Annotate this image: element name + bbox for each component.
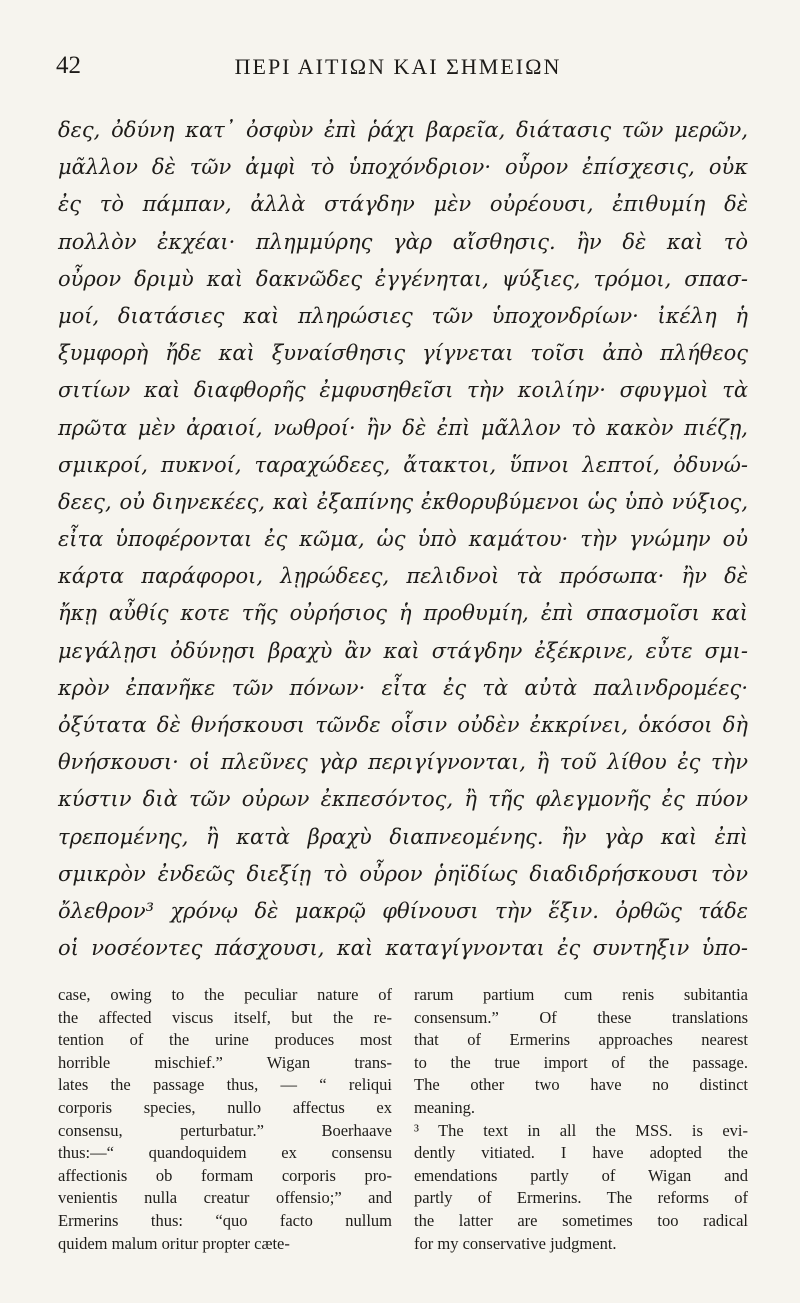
greek-text-block — [58, 112, 748, 967]
greek-text-line: ἤκῃ αὖθίς κοτε τῆς οὐρήσιος ἡ προθυμίη, ἐπὶ σπασμοῖσι καὶ — [58, 601, 748, 626]
page-header — [56, 52, 740, 88]
greek-text-line: σμικρὸν ἐνδεῶς διεξίῃ τὸ οὖρον ῥηϊδίως διαδιδρήσκουσι τὸν — [58, 861, 748, 886]
footnote-line: rarum partium cum renis subitantia — [414, 985, 748, 1004]
footnote-line: The other two have no distinct — [414, 1075, 748, 1095]
footnote-line: consensu, perturbatur.” Boerhaave — [58, 1120, 392, 1140]
footnote-line: thus:—“ quandoquidem ex consensu — [58, 1143, 392, 1163]
footnote-column-left — [58, 984, 392, 1255]
greek-text-line: οἱ νοσέοντες πάσχουσι, καὶ καταγίγνονται ἐς συντηξιν ὑπο- — [58, 936, 748, 961]
footnote-line: to the true import of the passage. — [414, 1052, 748, 1072]
running-head: ΠΕΡΙ ΑΙΤΙΩΝ ΚΑΙ ΣΗΜΕΙΩΝ — [234, 54, 562, 79]
greek-text-line: μᾶλλον δὲ τῶν ἀμφὶ τὸ ὑποχόνδριον· οὖρον ἐπίσχεσις, οὐκ — [58, 155, 748, 180]
greek-text-line: οὖρον δριμὺ καὶ δακνῶδες ἐγγένηται, ψύξιες, τρόμοι, σπασ- — [58, 266, 748, 291]
footnote-line: horrible mischief.” Wigan trans- — [58, 1052, 392, 1072]
footnote-line: that of Ermerins approaches nearest — [414, 1030, 748, 1050]
greek-text-line: θνήσκουσι· οἱ πλεῦνες γὰρ περιγίγνονται, ἢ τοῦ λίθου ἐς τὴν — [58, 750, 748, 775]
greek-text-line: μεγάλῃσι ὀδύνῃσι βραχὺ ἂν καὶ στάγδην ἐξέκρινε, εὖτε σμι- — [58, 638, 748, 663]
footnote-line: meaning. — [414, 1097, 475, 1117]
footnote-line: corporis species, nullo affectus ex — [58, 1097, 392, 1117]
footnote-line: case, owing to the peculiar nature of — [58, 985, 392, 1004]
footnote-line: dently vitiated. I have adopted the — [414, 1143, 748, 1163]
greek-text-line: σμικροί, πυκνοί, ταραχώδεες, ἄτακτοι, ὕπνοι λεπτοί, ὀδυνώ- — [58, 452, 748, 477]
footnote-line: lates the passage thus, — “ reliqui — [58, 1075, 392, 1095]
greek-text-line: δες, ὀδύνη κατ᾽ ὀσφὺν ἐπὶ ῥάχι βαρεῖα, διάτασις τῶν μερῶν, — [58, 118, 748, 142]
footnote-line: consensum.” Of these translations — [414, 1007, 748, 1027]
page-number: 42 — [56, 52, 81, 79]
greek-text-line: κύστιν διὰ τῶν οὐρων ἐκπεσόντος, ἢ τῆς φλεγμονῆς ἐς πύον — [58, 787, 748, 812]
footnote-column-right — [414, 984, 748, 1255]
greek-text-line: ξυμφορὴ ἤδε καὶ ξυναίσθησις γίγνεται τοῖσι ἀπὸ πλήθεος — [58, 341, 748, 366]
footnote-line: tention of the urine produces most — [58, 1030, 392, 1050]
footnotes — [58, 984, 748, 1255]
footnote-line: ³ The text in all the MSS. is evi- — [414, 1120, 748, 1140]
footnote-line: emendations partly of Wigan and — [414, 1165, 748, 1185]
greek-text-line: σιτίων καὶ διαφθορῆς ἐμφυσηθεῖσι τὴν κοιλίην· σφυγμοὶ τὰ — [58, 378, 748, 403]
footnote-line: the affected viscus itself, but the re- — [58, 1007, 392, 1027]
footnote-line: quidem malum oritur propter cæte- — [58, 1233, 290, 1253]
footnote-line: affectionis ob formam corporis pro- — [58, 1165, 392, 1185]
greek-text-line: κρὸν ἐπανῆκε τῶν πόνων· εἶτα ἐς τὰ αὐτὰ παλινδρομέες· — [58, 675, 748, 700]
greek-text-line: μοί, διατάσιες καὶ πληρώσιες τῶν ὑποχονδρίων· ἰκέλη ἡ — [58, 303, 748, 328]
greek-text-line: τρεπομένης, ἢ κατὰ βραχὺ διαπνεομένης. ἢν γὰρ καὶ ἐπὶ — [58, 824, 748, 849]
footnote-line: for my conservative judgment. — [414, 1233, 617, 1253]
greek-text-line: πρῶτα μὲν ἀραιοί, νωθροί· ἢν δὲ ἐπὶ μᾶλλον τὸ κακὸν πιέζῃ, — [58, 415, 748, 440]
greek-text-line: ὄλεθρον³ χρόνῳ δὲ μακρῷ φθίνουσι τὴν ἕξιν. ὀρθῶς τάδε — [58, 898, 748, 923]
greek-text-line: πολλὸν ἐκχέαι· πλημμύρης γὰρ αἴσθησις. ἢν δὲ καὶ τὸ — [58, 229, 748, 254]
greek-text-line: εἶτα ὑποφέρονται ἐς κῶμα, ὡς ὑπὸ καμάτου· τὴν γνώμην οὐ — [58, 527, 748, 552]
footnote-line: partly of Ermerins. The reforms of — [414, 1188, 748, 1208]
footnote-line: Ermerins thus: “quo facto nullum — [58, 1210, 392, 1230]
footnote-line: the latter are sometimes too radical — [414, 1210, 748, 1230]
greek-text-line: κάρτα παράφοροι, λῃρώδεες, πελιδνοὶ τὰ πρόσωπα· ἢν δὲ — [58, 564, 748, 589]
footnote-line: venientis nulla creatur offensio;” and — [58, 1188, 392, 1208]
greek-text-line: ὀξύτατα δὲ θνήσκουσι τῶνδε οἷσιν οὐδὲν ἐκκρίνει, ὁκόσοι δὴ — [58, 713, 748, 737]
greek-text-line: δεες, οὐ διηνεκέες, καὶ ἐξαπίνης ἐκθορυβύμενοι ὡς ὑπὸ νύξιος, — [58, 489, 748, 514]
greek-text-line: ἐς τὸ πάμπαν, ἀλλὰ στάγδην μὲν οὐρέουσι, ἐπιθυμίη δὲ — [58, 192, 748, 217]
